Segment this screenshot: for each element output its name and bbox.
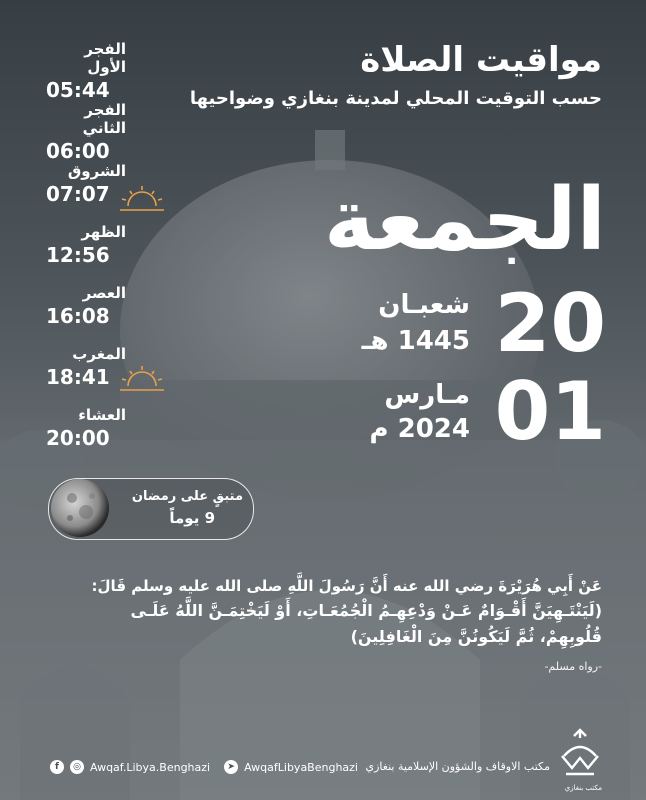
social-links [50,760,358,774]
prayer-isha [46,406,146,467]
prayer-name: المغرب [72,345,126,363]
prayer-time: 16:08 [46,304,110,328]
prayer-time: 12:56 [46,243,110,267]
gregorian-month: مـارس [384,380,470,410]
telegram-icon[interactable]: ➤ [224,760,238,774]
prayer-name: العصر [82,284,126,302]
prayer-name: الشروق [67,162,126,180]
prayer-name: الظهر [81,223,126,241]
prayer-time: 18:41 [46,365,110,389]
prayer-time: 05:44 [46,78,110,102]
page-subtitle: حسب التوقيت المحلي لمدينة بنغازي وضواحيها [189,88,602,109]
prayer-fajr-second [46,101,146,162]
hadith-source: -رواه مسلم- [544,660,602,673]
gregorian-year: 2024 م [369,414,470,444]
gregorian-day: 01 [494,365,606,458]
page-title: مواقيت الصلاة [360,40,602,80]
logo-caption: مكتب بنغازي [564,784,602,792]
hadith-block [42,574,602,673]
facebook-handle[interactable]: Awqaf.Libya.Benghazi [90,760,211,774]
awqaf-logo [556,726,604,784]
ramadan-days: 9 يوماً [169,509,215,527]
prayer-name: الفجر الأول [84,40,126,76]
ramadan-label: متبقٍ على رمضان [131,489,243,504]
prayer-time: 20:00 [46,426,110,450]
prayer-name: الفجر الثاني [82,101,126,137]
hijri-year: 1445 هـ [361,326,470,356]
organization-name: مكتب الاوقاف والشؤون الإسلامية بنغازي [365,760,550,773]
hijri-day: 20 [494,277,606,370]
hadith-text-line: (لَيَنْتَـهِيَنَّ أَقْـوَامٌ عَـنْ وَدْعِهِـمُ الْجُمُعَـاتِ، أَوْ لَيَخْتِمَـنَّ اللَّهُ عَلَـى [130,601,602,620]
facebook-icon[interactable]: f [50,760,64,774]
prayer-fajr-first [46,40,146,101]
prayer-times-list [46,40,146,467]
prayer-asr [46,284,146,345]
prayer-time: 06:00 [46,139,110,163]
hadith-intro: عَنْ أَبِي هُرَيْرَةَ رضي الله عنه أَنَّ رَسُولَ اللَّهِ صلى الله عليه وسلم قَالَ: [91,577,602,595]
day-name: الجمعة [323,170,606,270]
prayer-time: 07:07 [46,182,110,206]
prayer-name: العشاء [78,406,126,424]
hadith-text-line: قُلُوبِهِمْ، ثُمَّ لَيَكُونُنَّ مِنَ الْغَافِلِينَ) [350,627,602,646]
sunrise-icon [118,184,166,212]
prayer-dhuhr [46,223,146,284]
moon-icon [50,478,110,538]
instagram-icon[interactable]: ◎ [70,760,84,774]
sunset-icon [118,364,166,392]
telegram-handle[interactable]: AwqafLibyaBenghazi [244,760,358,774]
hijri-month: شعبـان [378,290,470,320]
